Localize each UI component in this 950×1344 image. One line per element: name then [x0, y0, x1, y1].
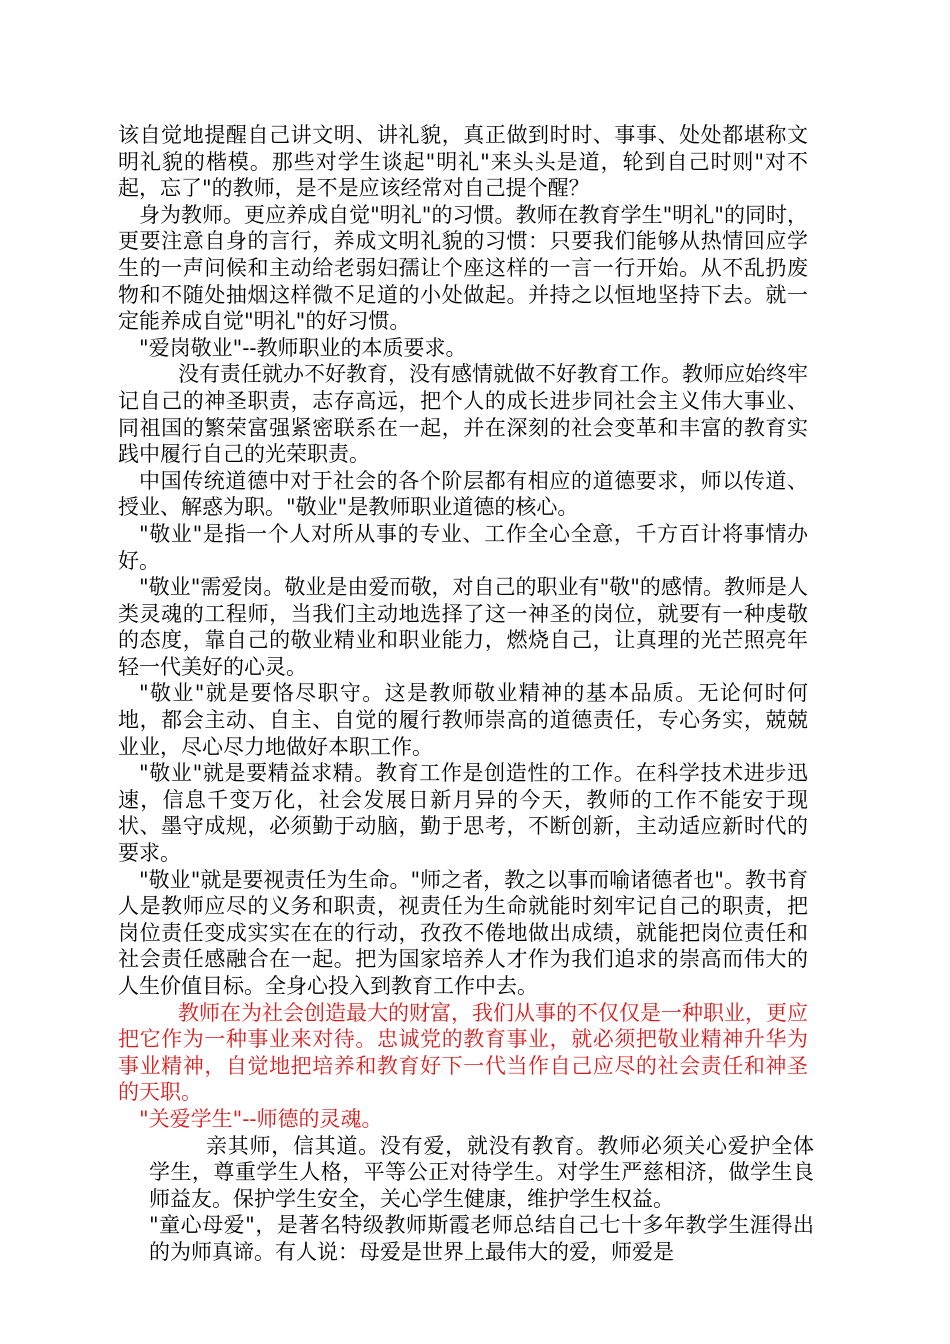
paragraph-8: "敬业"就是要精益求精。教育工作是创造性的工作。在科学技术进步迅速，信息千变万化，社会发展日新月异的今天，教师的工作不能安于现状、墨守成规，必须勤于动脑，勤于思考，不断创新，主动适应新时代的要求。 — [118, 761, 808, 866]
section-heading-guanai-xuesheng: "关爱学生"--师德的灵魂。 — [139, 1106, 383, 1131]
paragraph-3: 没有责任就办不好教育，没有感情就做不好教育工作。教师应始终牢记自己的神圣职责，志存高远，把个人的成长进步同社会主义伟大事业、同祖国的繁荣富强紧密联系在一起，并在深刻的社会变革和丰富的教育实践中履行自己的光荣职责。 — [118, 362, 808, 467]
section-heading-aigang-jingye: "爱岗敬业"--教师职业的本质要求。 — [139, 335, 467, 360]
paragraph-2: 身为教师。更应养成自觉"明礼"的习惯。教师在教育学生"明礼"的同时，更要注意自身的言行，养成文明礼貌的习惯：只要我们能够从热情回应学生的一声问候和主动给老弱妇孺让个座这样的一言一行开始。从不乱扔废物和不随处抽烟这样微不足道的小处做起。并持之以恒地坚持下去。就一定能养成自觉"明礼"的好习惯。 — [118, 202, 808, 334]
paragraph-5: "敬业"是指一个人对所从事的专业、工作全心全意，千方百计将事情办好。 — [118, 521, 808, 573]
paragraph-7: "敬业"就是要恪尽职守。这是教师敬业精神的基本品质。无论何时何地，都会主动、自主、自觉的履行教师崇高的道德责任，专心务实，兢兢业业，尽心尽力地做好本职工作。 — [118, 681, 808, 759]
paragraph-6: "敬业"需爱岗。敬业是由爱而敬，对自己的职业有"敬"的感情。教师是人类灵魂的工程师，当我们主动地选择了这一神圣的岗位，就要有一种虔敬的态度，靠自己的敬业精业和职业能力，燃烧自己，让真理的光芒照亮年轻一代美好的心灵。 — [118, 575, 808, 679]
paragraph-highlight-red: 教师在为社会创造最大的财富，我们从事的不仅仅是一种职业，更应把它作为一种事业来对待。忠诚党的教育事业，就必须把敬业精神升华为事业精神，自觉地把培养和教育好下一代当作自己应尽的社会责任和神圣的天职。 — [118, 1000, 808, 1105]
paragraph-10: 亲其师，信其道。没有爱，就没有教育。教师必须关心爱护全体学生，尊重学生人格，平等公正对待学生。对学生严慈相济，做学生良师益友。保护学生安全，关心学生健康，维护学生权益。 — [149, 1133, 814, 1211]
paragraph-1: 该自觉地提醒自己讲文明、讲礼貌，真正做到时时、事事、处处都堪称文明礼貌的楷模。那些对学生谈起"明礼"来头头是道，轮到自己时则"对不起，忘了"的教师，是不是应该经常对自己提个醒？ — [118, 123, 808, 201]
paragraph-9: "敬业"就是要视责任为生命。"师之者，教之以事而喻诸德者也"。教书育人是教师应尽的义务和职责，视责任为生命就能时刻牢记自己的职责，把岗位责任变成实实在在的行动，孜孜不倦地做出成绩，就能把岗位责任和社会责任感融合在一起。把为国家培养人才作为我们追求的崇高而伟大的人生价值目标。全身心投入到教育工作中去。 — [118, 867, 808, 998]
paragraph-11: "童心母爱"，是著名特级教师斯霞老师总结自己七十多年教学生涯得出的为师真谛。有人说：母爱是世界上最伟大的爱，师爱是 — [149, 1213, 814, 1264]
document-page — [118, 122, 814, 1266]
paragraph-4: 中国传统道德中对于社会的各个阶层都有相应的道德要求，师以传道、授业、解惑为职。"敬业"是教师职业道德的核心。 — [118, 468, 808, 520]
